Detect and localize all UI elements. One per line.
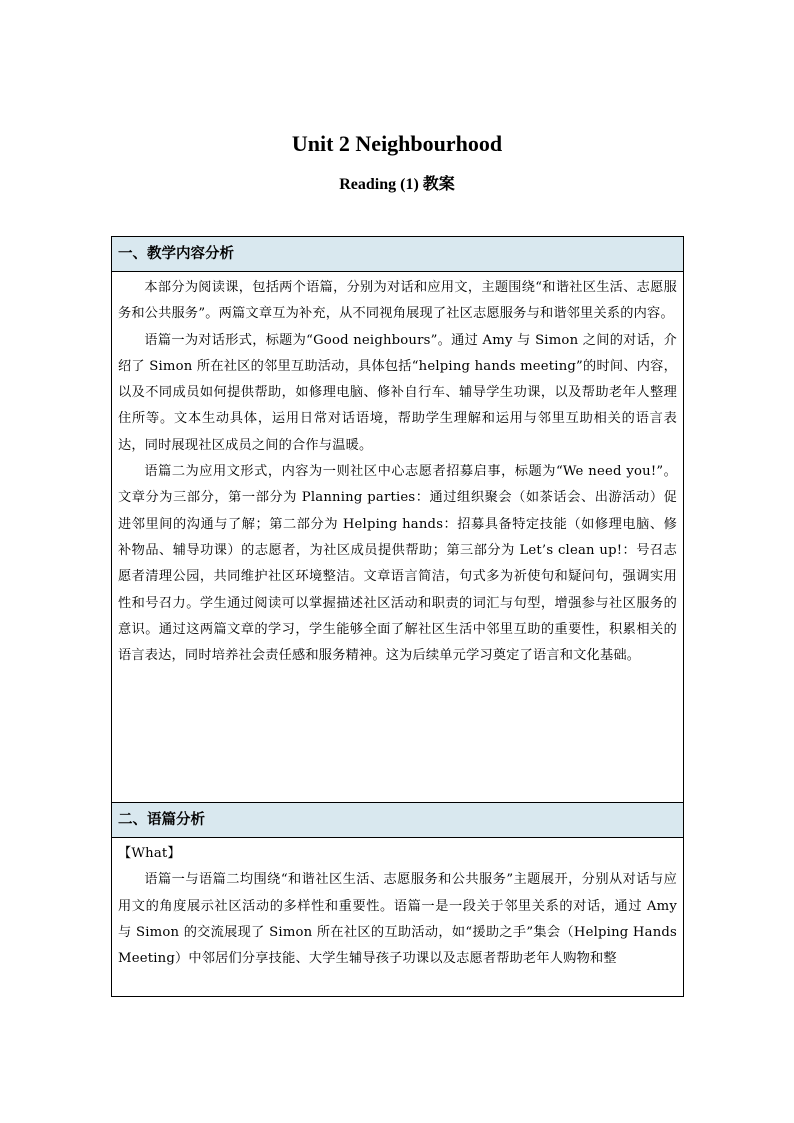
paragraph: 语篇二为应用文形式，内容为一则社区中心志愿者招募启事，标题为“We need you!”。文章分为三部分，第一部分为 Planning parties：通过组织聚会（如茶话会、出游活动）促进邻里间的沟通与了解；第二部分为 Helping hands：招募具备特定技能（如修理电脑、修补物品、辅导功课）的志愿者，为社区成员提供帮助；第三部分为 Let’s clean up!：号召志愿者清理公园，共同维护社区环境整洁。文章语言简洁，句式多为祈使句和疑问句，强调实用性和号召力。学生通过阅读可以掌握描述社区活动和职责的词汇与句型，增强参与社区服务的意识。通过这两篇文章的学习，学生能够全面了解社区生活中邻里互助的重要性，积累相关的语言表达，同时培养社会责任感和服务精神。这为后续单元学习奠定了语言和文化基础。 <box>118 464 677 664</box>
section-body-text-analysis <box>112 838 683 972</box>
section-heading-text-analysis: 二、语篇分析 <box>112 802 683 838</box>
paragraph: 语篇一为对话形式，标题为“Good neighbours”。通过 Amy 与 Simon 之间的对话，介绍了 Simon 所在社区的邻里互助活动，具体包括“helping hands meeting”的时间、内容，以及不同成员如何提供帮助，如修理电脑、修补自行车、辅导学生功课，以及帮助老年人整理住所等。文本生动具体，运用日常对话语境，帮助学生理解和运用与邻里互助相关的语言表达，同时展现社区成员之间的合作与温暖。 <box>118 332 677 453</box>
what-tag: 【What】 <box>118 846 181 861</box>
document-subtitle: Reading (1) 教案 <box>339 176 455 193</box>
lesson-plan-table <box>111 236 684 997</box>
section-body-content-analysis <box>112 272 683 802</box>
section-heading-content-analysis: 一、教学内容分析 <box>112 237 683 272</box>
paragraph: 本部分为阅读课，包括两个语篇，分别为对话和应用文，主题围绕“和谐社区生活、志愿服务和公共服务”。两篇文章互为补充，从不同视角展现了社区志愿服务与和谐邻里关系的内容。 <box>118 280 677 322</box>
document-title: Unit 2 Neighbourhood <box>291 131 503 156</box>
paragraph: 语篇一与语篇二均围绕“和谐社区生活、志愿服务和公共服务”主题展开，分别从对话与应用文的角度展示社区活动的多样性和重要性。语篇一是一段关于邻里关系的对话，通过 Amy 与 Simon 的交流展现了 Simon 所在社区的互助活动，如“援助之手”集会（Helping Hands Meeting）中邻居们分享技能、大学生辅导孩子功课以及志愿者帮助老年人购物和整 <box>118 872 677 967</box>
